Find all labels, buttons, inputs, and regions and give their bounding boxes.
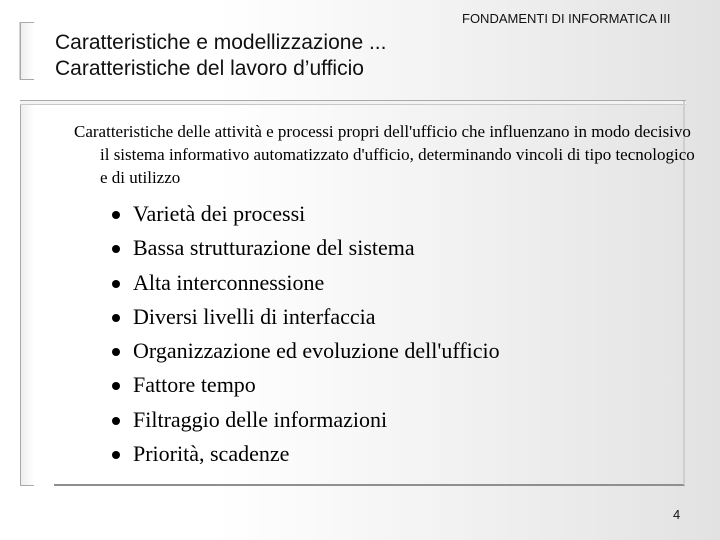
bullet-icon bbox=[112, 314, 120, 322]
bullet-icon bbox=[112, 211, 120, 219]
list-item bbox=[112, 403, 500, 437]
list-item-text: Organizzazione ed evoluzione dell'ufficio bbox=[133, 338, 500, 364]
bullet-icon bbox=[112, 348, 120, 356]
list-item bbox=[112, 437, 500, 471]
list-item bbox=[112, 300, 500, 334]
page-number: 4 bbox=[673, 507, 681, 522]
list-item-text: Priorità, scadenze bbox=[133, 441, 290, 467]
list-item bbox=[112, 368, 500, 402]
bullet-list bbox=[112, 197, 500, 471]
list-item-text: Varietà dei processi bbox=[133, 201, 306, 226]
title-bracket-decoration bbox=[20, 22, 34, 80]
list-item-text: Fattore tempo bbox=[133, 372, 256, 398]
body-bracket-vertical-decoration bbox=[20, 100, 34, 486]
list-item bbox=[112, 266, 500, 300]
bullet-icon bbox=[112, 280, 120, 288]
list-item-text: Alta interconnessione bbox=[133, 269, 325, 295]
bullet-icon bbox=[112, 245, 120, 253]
list-item bbox=[112, 334, 500, 368]
bullet-icon bbox=[112, 382, 120, 390]
bullet-icon bbox=[112, 417, 120, 425]
slide-title-line-2: Caratteristiche del lavoro d’ufficio bbox=[55, 57, 364, 80]
list-item bbox=[112, 197, 500, 231]
list-item bbox=[112, 231, 500, 265]
list-item-text: Bassa strutturazione del sistema bbox=[133, 235, 415, 261]
list-item-text: Diversi livelli di interfaccia bbox=[133, 303, 376, 329]
slide-title-line-1: Caratteristiche e modellizzazione ... bbox=[55, 31, 387, 54]
intro-paragraph: Caratteristiche delle attività e processi propri dell'ufficio che influenzano in modo decisivo il sistema informativo automatizzato d'ufficio, determinando vincoli di tipo tecnologico e di utilizzo bbox=[74, 122, 695, 187]
list-item-text: Filtraggio delle informazioni bbox=[133, 406, 388, 432]
bullet-icon bbox=[112, 451, 120, 459]
slide-title bbox=[55, 30, 386, 82]
course-header: FONDAMENTI DI INFORMATICA III bbox=[462, 11, 671, 26]
